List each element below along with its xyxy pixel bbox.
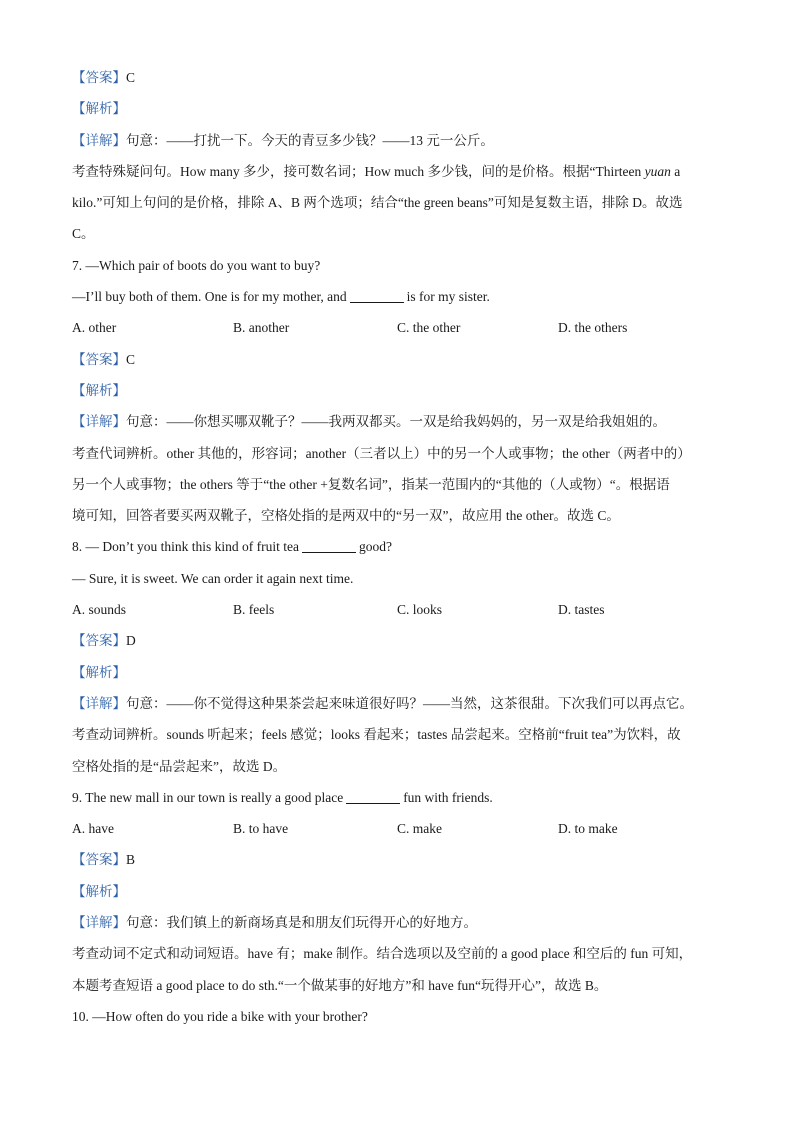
analysis-line-q8: [72, 657, 722, 688]
detail-text: 句意：——你不觉得这种果茶尝起来味道很好吗？——当然，这茶很甜。下次我们可以再点它。: [126, 695, 693, 711]
stem-text: —I’ll buy both of them. One is for my mother, and: [72, 289, 347, 305]
answer-tag: 【答案】: [72, 633, 126, 649]
analysis-line-q6: [72, 93, 722, 124]
detail-tag: 【详解】: [72, 414, 126, 430]
stem-text: 9. The new mall in our town is really a good place: [72, 789, 344, 805]
analysis-tag: 【解析】: [72, 101, 126, 117]
option-a: A. sounds: [72, 602, 127, 618]
answer-line-q8: [72, 625, 722, 656]
explanation-line: kilo.”可知上句问的是价格，排除 A、B 两个选项；结合“the green beans”可知是复数主语，排除 D。故选: [72, 195, 683, 211]
answer-blank: [302, 538, 356, 553]
option-d: D. the others: [558, 320, 628, 336]
explanation-line: 考查动词不定式和动词短语。have 有；make 制作。结合选项以及空前的 a good place 和空后的 fun 可知，: [72, 946, 693, 962]
explanation-line: 境可知，回答者要买两双靴子，空格处指的是两双中的“另一双”，故应用 the other。故选 C。: [72, 508, 620, 524]
answer-value: D: [126, 633, 136, 649]
answer-value: C: [126, 70, 136, 85]
detail-line-q9: [72, 907, 722, 938]
answer-tag: 【答案】: [72, 852, 126, 868]
stem-text: 8. — Don’t you think this kind of fruit tea: [72, 539, 299, 555]
option-d: D. to make: [558, 821, 618, 837]
question-stem: 10. —How often do you ride a bike with your brother?: [72, 1008, 368, 1024]
options-row: [72, 594, 722, 625]
stem-text: good?: [358, 539, 392, 555]
answer-line-q7: [72, 344, 722, 375]
analysis-tag: 【解析】: [72, 883, 126, 899]
explanation-line: [72, 156, 722, 187]
detail-tag: 【详解】: [72, 915, 126, 931]
analysis-line-q7: [72, 375, 722, 406]
option-d: D. tastes: [558, 602, 605, 618]
detail-text: 句意：——你想买哪双靴子？——我两双都买。一双是给我妈妈的，另一双是给我姐姐的。: [126, 414, 666, 430]
explanation-line: C。: [72, 226, 95, 242]
analysis-tag: 【解析】: [72, 664, 126, 680]
question-stem: [72, 782, 722, 813]
analysis-line-q9: [72, 876, 722, 907]
detail-line-q7: [72, 406, 722, 437]
explanation-text: 考查特殊疑问句。How many 多少，接可数名词；How much 多少钱，问的是价格。根据“Thirteen: [72, 163, 645, 179]
question-stem: [72, 531, 722, 562]
answer-blank: [346, 789, 400, 804]
explanation-line: 本题考查短语 a good place to do sth.“一个做某事的好地方”和 have fun“玩得开心”，故选 B。: [72, 977, 608, 993]
answer-tag: 【答案】: [72, 351, 126, 367]
option-b: B. to have: [233, 821, 289, 837]
answer-line-q9: [72, 844, 722, 875]
option-b: B. another: [233, 320, 290, 336]
options-row: [72, 312, 722, 343]
question-stem: — Sure, it is sweet. We can order it again next time.: [72, 570, 354, 586]
question-stem: [72, 281, 722, 312]
explanation-text-end: a: [670, 163, 681, 179]
option-c: C. looks: [397, 602, 443, 618]
detail-text: 句意：我们镇上的新商场真是和朋友们玩得开心的好地方。: [126, 915, 477, 931]
option-a: A. have: [72, 821, 114, 837]
answer-blank: [350, 288, 404, 303]
option-c: C. the other: [397, 320, 461, 336]
explanation-line: 考查代词辨析。other 其他的，形容词；another（三者以上）中的另一个人或事物；the other（两者中的）: [72, 445, 691, 461]
explanation-italic: yuan: [644, 163, 671, 179]
analysis-tag: 【解析】: [72, 382, 126, 398]
document-page: [72, 62, 722, 1032]
option-a: A. other: [72, 320, 117, 336]
detail-line-q6: [72, 125, 722, 156]
detail-line-q8: [72, 688, 722, 719]
stem-text: is for my sister.: [406, 289, 490, 305]
option-b: B. feels: [233, 602, 275, 618]
answer-line-q6: [72, 62, 722, 93]
detail-text: 句意：——打扰一下。今天的青豆多少钱？——13 元一公斤。: [126, 132, 494, 148]
answer-value: B: [126, 852, 136, 868]
stem-text: fun with friends.: [403, 789, 493, 805]
question-stem: 7. —Which pair of boots do you want to buy?: [72, 257, 321, 273]
options-row: [72, 813, 722, 844]
explanation-line: 空格处指的是“品尝起来”，故选 D。: [72, 758, 287, 774]
explanation-line: 考查动词辨析。sounds 听起来；feels 感觉；looks 看起来；tastes 品尝起来。空格前“fruit tea”为饮料，故: [72, 727, 681, 743]
explanation-line: 另一个人或事物；the others 等于“the other +复数名词”，指某一范围内的“其他的（人或物）“。根据语: [72, 476, 670, 492]
detail-tag: 【详解】: [72, 132, 126, 148]
answer-tag: 【答案】: [72, 70, 126, 85]
answer-value: C: [126, 351, 136, 367]
option-c: C. make: [397, 821, 442, 837]
detail-tag: 【详解】: [72, 695, 126, 711]
